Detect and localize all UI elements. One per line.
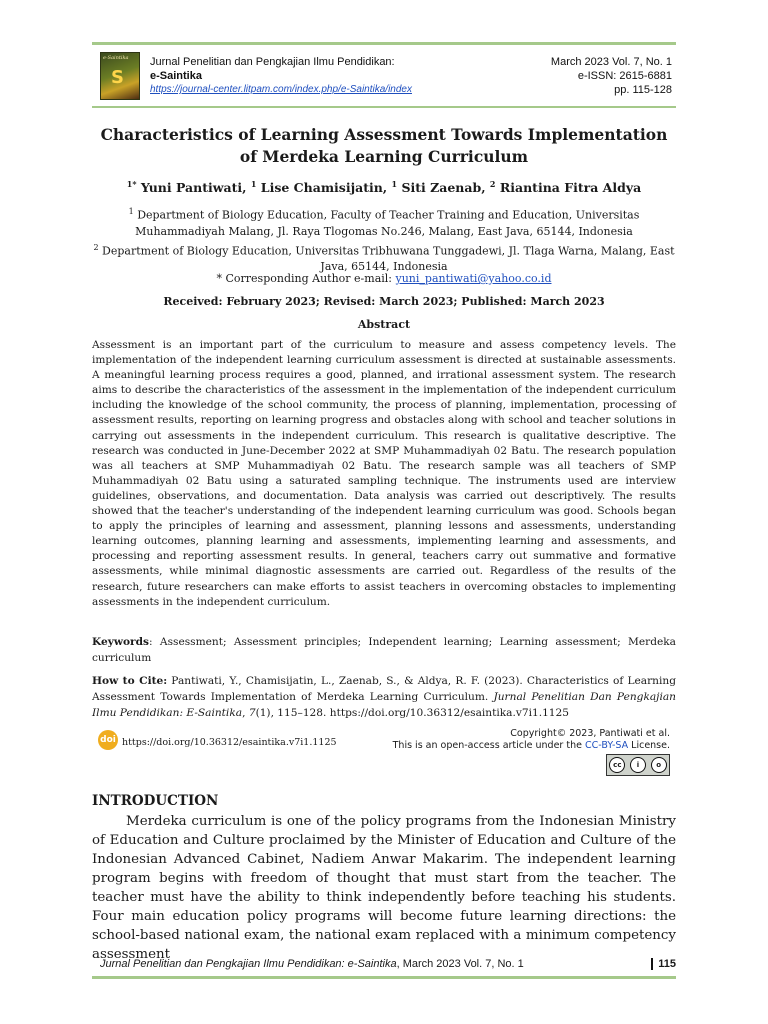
author-name: Riantina Fitra Aldya bbox=[499, 180, 642, 196]
license-post: License. bbox=[628, 740, 670, 751]
journal-info bbox=[150, 55, 412, 97]
license-pre: This is an open-access article under the bbox=[392, 740, 585, 751]
author-sup: 1* bbox=[126, 179, 137, 189]
cover-title: e-Saintika bbox=[103, 55, 129, 61]
affiliation-text: Department of Biology Education, Universitas Tribhuwana Tunggadewi, Jl. Tlaga Warna, Malang, East Java, 65144, Indonesia bbox=[102, 244, 675, 274]
license-text bbox=[393, 740, 670, 752]
journal-cover-image bbox=[100, 52, 140, 100]
introduction-heading: INTRODUCTION bbox=[92, 793, 219, 809]
author-sup: 1 bbox=[250, 179, 257, 189]
cover-logo-letter: S bbox=[111, 67, 124, 88]
abstract-text: Assessment is an important part of the curriculum to measure and assess competency levels. The implementation of the independent learning curriculum assessment is directed at sustainable assessments. A meaningful learning process requires a good, planned, and irrational assessment system. The research aims to describe the characteristics of the assessment in the implementation of the independent curriculum including the knowledge of the school community, the process of planning, implementation, processing of assessment results, reporting on learning progress and obstacles along with school and teacher solutions in carrying out assessments in the independent curriculum. This research is qualitative descriptive. The research was conducted in June-December 2022 at SMP Muhammadiyah 02 Batu. The research population was all teachers at SMP Muhammadiyah 02 Batu. The research sample was all teachers of SMP Muhammadiyah 02 Batu using a saturated sampling technique. The instruments used are interview guidelines, observations, and documentation. Data analysis was carried out descriptively. The results showed that the teacher's understanding of the independent learning curriculum was good. Schools began to apply the principles of learning and assessment, planning lessons and assessments, understanding learning outcomes, planning learning and assessments, implementing learning and assessments, and processing and reporting assessment results. In general, teachers carry out summative and formative assessments, while minimal diagnostic assessments are carried out. Regardless of the results of the research, future researchers can make efforts to assist teachers in overcoming obstacles to implementing assessments in the independent curriculum. bbox=[92, 339, 676, 608]
doi-link[interactable]: https://doi.org/10.36312/esaintika.v7i1.1125 bbox=[122, 737, 337, 748]
corresponding-author bbox=[92, 272, 676, 285]
issue-label: March 2023 Vol. 7, No. 1 bbox=[550, 56, 672, 68]
keywords-label: Keywords bbox=[92, 636, 150, 648]
cite-label: How to Cite: bbox=[92, 675, 168, 687]
cite-volume: 7 bbox=[248, 707, 256, 719]
author-name: Lise Chamisijatin, bbox=[260, 180, 392, 196]
keywords-text: : Assessment; Assessment principles; Independent learning; Learning assessment; Merdeka curriculum bbox=[92, 636, 676, 664]
issue-info bbox=[551, 55, 672, 97]
header-bottom-rule bbox=[92, 106, 676, 108]
footer-issue: , March 2023 Vol. 7, No. 1 bbox=[396, 958, 524, 970]
paper-title: Characteristics of Learning Assessment Towards Implementation of Merdeka Learning Curriculum bbox=[100, 125, 668, 166]
by-icon: i bbox=[630, 757, 646, 773]
author-sup: 2 bbox=[489, 179, 496, 189]
publication-dates: Received: February 2023; Revised: March 2023; Published: March 2023 bbox=[163, 295, 605, 308]
footer-journal: Jurnal Penelitian dan Pengkajian Ilmu Pendidikan: e-Saintika bbox=[100, 958, 397, 970]
sa-icon: o bbox=[651, 757, 667, 773]
introduction-text: Merdeka curriculum is one of the policy programs from the Indonesian Ministry of Education and Culture proclaimed by the Minister of Education and Culture of the Indonesian Advanced Cabinet, Nadiem Anwar Makarim. The independent learning program begins with freedom of thought that must start from the teacher. The teacher must have the ability to think independently before teaching his students. Four main education policy programs will become future learning directions: the school-based national exam, the national exam replaced with a minimum competency assessment bbox=[92, 814, 676, 962]
cc-icon: cc bbox=[609, 757, 625, 773]
doi-license-row bbox=[96, 728, 676, 776]
abstract-heading: Abstract bbox=[357, 318, 411, 331]
author-list bbox=[92, 179, 676, 195]
cite-tail: (1), 115–128. https://doi.org/10.36312/esaintika.v7i1.1125 bbox=[255, 707, 570, 719]
eissn-label: e-ISSN: 2615-6881 bbox=[577, 70, 672, 82]
cite-main: Pantiwati, Y., Chamisijatin, L., Zaenab, S., & Aldya, R. F. (2023). Characteristics of Learning Assessment Towards Implementation of Merdeka Learning Curriculum. bbox=[92, 675, 676, 703]
pages-label: pp. 115-128 bbox=[614, 84, 672, 96]
page-footer bbox=[100, 958, 676, 970]
affiliation-item bbox=[92, 204, 676, 240]
journal-short-name: e-Saintika bbox=[150, 70, 202, 82]
cc-by-sa-badge-icon[interactable] bbox=[606, 754, 670, 776]
corresponding-label: * Corresponding Author e-mail: bbox=[216, 272, 396, 285]
footer-rule bbox=[92, 976, 676, 979]
cite-journal: Jurnal Penelitian Dan Pengkajian Ilmu Pendidikan: E-Saintika bbox=[92, 691, 676, 719]
corresponding-email-link[interactable]: yuni_pantiwati@yahoo.co.id bbox=[395, 272, 552, 285]
doi-icon: doi bbox=[98, 730, 118, 750]
affiliations bbox=[92, 204, 676, 275]
affiliation-item bbox=[92, 240, 676, 276]
license-link[interactable]: CC-BY-SA bbox=[584, 740, 629, 751]
page-number: 115 bbox=[651, 958, 676, 970]
copyright-text: Copyright© 2023, Pantiwati et al. bbox=[510, 728, 670, 739]
journal-url-link[interactable]: https://journal-center.litpam.com/index.php/e-Saintika/index bbox=[150, 84, 412, 95]
author-name: Yuni Pantiwati, bbox=[140, 180, 251, 196]
affiliation-sup: 2 bbox=[93, 242, 99, 252]
author-name: Siti Zaenab, bbox=[401, 180, 490, 196]
header-top-rule bbox=[92, 42, 676, 45]
copyright-block bbox=[393, 728, 670, 752]
how-to-cite bbox=[92, 673, 676, 721]
journal-header bbox=[98, 52, 672, 102]
affiliation-text: Department of Biology Education, Faculty of Teacher Training and Education, Universitas Muhammadiyah Malang, Jl. Raya Tlogomas No.246, Malang, East Java, 65144, Indonesia bbox=[135, 208, 640, 238]
journal-name: Jurnal Penelitian dan Pengkajian Ilmu Pendidikan: bbox=[150, 56, 395, 68]
keywords bbox=[92, 634, 676, 666]
author-sup: 1 bbox=[391, 179, 398, 189]
cite-separator: , bbox=[242, 707, 249, 719]
affiliation-sup: 1 bbox=[128, 207, 134, 216]
